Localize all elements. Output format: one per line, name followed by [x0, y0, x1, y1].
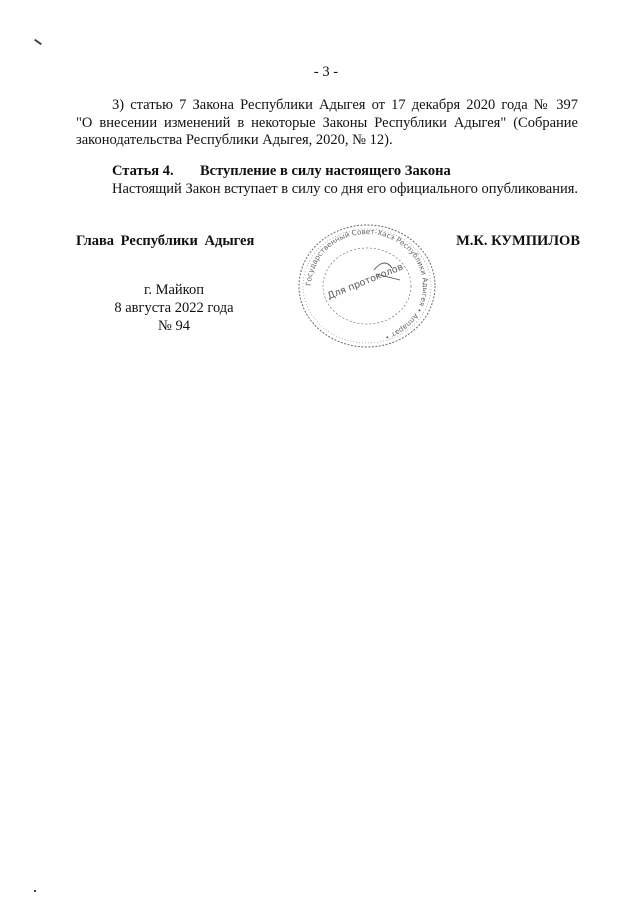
article-4-text: Настоящий Закон вступает в силу со дня его официального опубликования.: [112, 181, 579, 197]
scan-mark: [34, 39, 42, 45]
date: 8 августа 2022 года: [114, 300, 234, 316]
article-4-title: Вступление в силу настоящего Закона: [200, 163, 451, 179]
article-4-number: Статья 4.: [112, 163, 174, 179]
place-date-block: [90, 281, 258, 335]
law-item-3-line-2: "О внесении изменений в некоторые Законы Республики Адыгея" (Собрание: [76, 114, 578, 131]
law-number: № 94: [158, 318, 190, 334]
article-4-heading: [112, 163, 451, 180]
signer-name: М.К. КУМПИЛОВ: [456, 233, 580, 249]
signer-position: Глава Республики Адыгея: [76, 233, 255, 249]
law-item-3: [76, 97, 578, 150]
law-item-3-line-1: 3) статью 7 Закона Республики Адыгея от 17 декабря 2020 года № 397: [112, 97, 578, 113]
page-number: - 3 -: [313, 64, 339, 80]
official-stamp: [296, 222, 438, 350]
stamp-ring-text: Государственный Совет-Хасэ Республики Адыгея • Аппарат •: [303, 226, 431, 343]
city: г. Майкоп: [144, 282, 204, 298]
law-item-3-line-3: законодательства Республики Адыгея, 2020, № 12).: [76, 132, 393, 148]
scan-mark: [34, 890, 36, 892]
stamp-center-text: Для протоколов: [325, 261, 405, 303]
